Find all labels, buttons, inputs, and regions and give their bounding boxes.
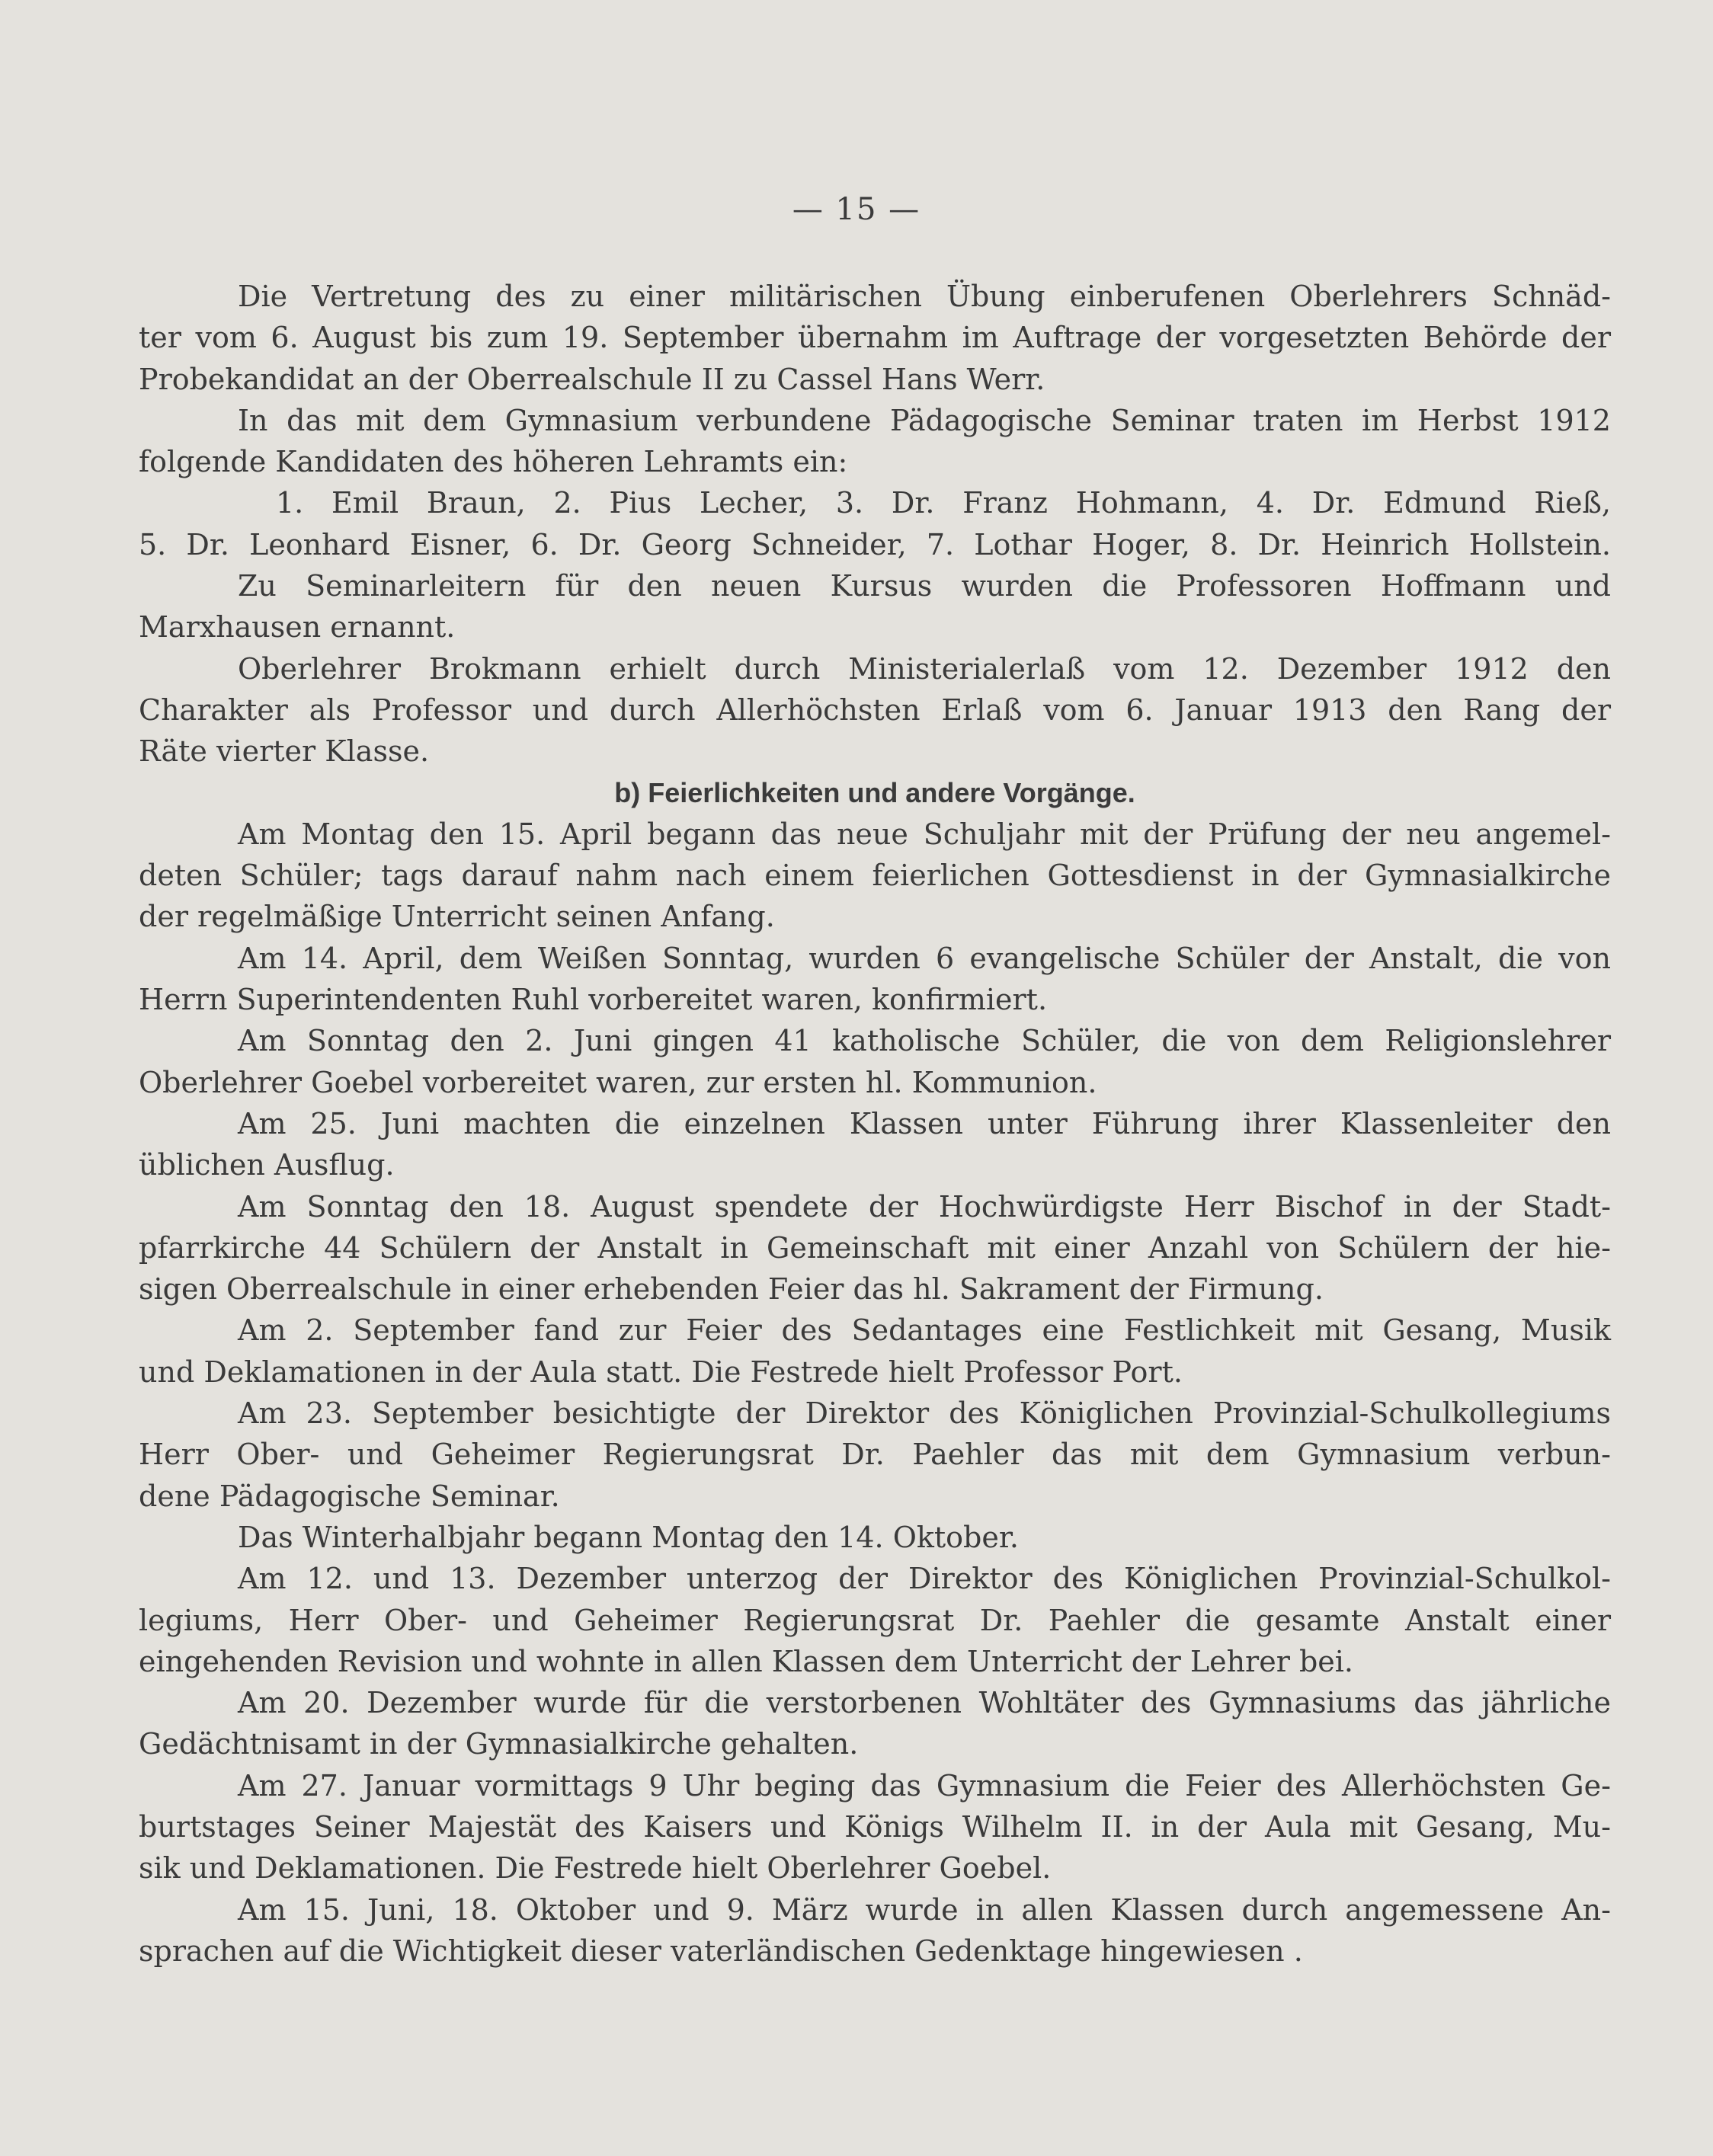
text-line: sik und Deklamationen. Die Festrede hielt Oberlehrer Goebel. bbox=[139, 1851, 1052, 1886]
text-line: deten Schüler; tags darauf nahm nach einem feierlichen Gottesdienst in der Gymnasialkirche bbox=[139, 859, 1611, 893]
text-line: In das mit dem Gymnasium verbundene Pädagogische Seminar traten im Herbst 1912 bbox=[238, 403, 1611, 437]
text-line: Probekandidat an der Oberrealschule II zu Cassel Hans Werr. bbox=[139, 362, 1045, 396]
text-line: Die Vertretung des zu einer militärischen Übung einberufenen Oberlehrers Schnäd- bbox=[238, 280, 1611, 313]
text-line: Oberlehrer Brokmann erhielt durch Ministerialerlaß vom 12. Dezember 1912 den bbox=[238, 651, 1611, 686]
page-number: — 15 — bbox=[792, 192, 921, 227]
text-line: der regelmäßige Unterricht seinen Anfang. bbox=[139, 900, 775, 934]
text-line: burtstages Seiner Majestät des Kaisers und Königs Wilhelm II. in der Aula mit Gesang, Mu- bbox=[139, 1809, 1611, 1844]
text-line: üblichen Ausflug. bbox=[139, 1148, 395, 1182]
text-line: legiums, Herr Ober- und Geheimer Regierungsrat Dr. Paehler die gesamte Anstalt einer bbox=[139, 1603, 1611, 1637]
text-line: pfarrkirche 44 Schülern der Anstalt in Gemeinschaft mit einer Anzahl von Schülern der hie- bbox=[139, 1230, 1611, 1265]
text-line: Am 15. Juni, 18. Oktober und 9. März wurde in allen Klassen durch angemessene An- bbox=[238, 1892, 1611, 1927]
list-line: 1. Emil Braun, 2. Pius Lecher, 3. Dr. Franz Hohmann, 4. Dr. Edmund Rieß, bbox=[276, 486, 1611, 520]
text-line: Zu Seminarleitern für den neuen Kursus wurden die Professoren Hoffmann und bbox=[238, 569, 1611, 603]
text-line: dene Pädagogische Seminar. bbox=[139, 1479, 560, 1513]
list-line: 5. Dr. Leonhard Eisner, 6. Dr. Georg Schneider, 7. Lothar Hoger, 8. Dr. Heinrich Hollstein. bbox=[139, 527, 1611, 561]
text-line: ter vom 6. August bis zum 19. September übernahm im Auftrage der vorgesetzten Behörde der bbox=[139, 321, 1611, 355]
text-line: eingehenden Revision und wohnte in allen Klassen dem Unterricht der Lehrer bei. bbox=[139, 1644, 1353, 1678]
text-line: Charakter als Professor und durch Allerhöchsten Erlaß vom 6. Januar 1913 den Rang der bbox=[139, 693, 1611, 727]
text-line: Am 27. Januar vormittags 9 Uhr beging das Gymnasium die Feier des Allerhöchsten Ge- bbox=[238, 1768, 1611, 1803]
text-line: Oberlehrer Goebel vorbereitet waren, zur ersten hl. Kommunion. bbox=[139, 1065, 1097, 1099]
text-line: folgende Kandidaten des höheren Lehramts ein: bbox=[139, 445, 848, 479]
text-line: Marxhausen ernannt. bbox=[139, 610, 456, 645]
text-line: Gedächtnisamt in der Gymnasialkirche gehalten. bbox=[139, 1727, 859, 1761]
text-line: Am Montag den 15. April begann das neue Schuljahr mit der Prüfung der neu angemel- bbox=[238, 817, 1611, 851]
text-line: Herrn Superintendenten Ruhl vorbereitet waren, konfirmiert. bbox=[139, 983, 1048, 1017]
text-line: und Deklamationen in der Aula statt. Die Festrede hielt Professor Port. bbox=[139, 1355, 1183, 1389]
text-line: Am 12. und 13. Dezember unterzog der Direktor des Königlichen Provinzial-Schulkol- bbox=[238, 1562, 1611, 1596]
section-heading: b) Feierlichkeiten und andere Vorgänge. bbox=[614, 776, 1135, 808]
text-line: Am 2. September fand zur Feier des Sedantages eine Festlichkeit mit Gesang, Musik bbox=[238, 1313, 1611, 1348]
text-line: Am 20. Dezember wurde für die verstorbenen Wohltäter des Gymnasiums das jährliche bbox=[238, 1686, 1611, 1720]
text-line: sigen Oberrealschule in einer erhebenden Feier das hl. Sakrament der Firmung. bbox=[139, 1272, 1324, 1307]
text-line: Räte vierter Klasse. bbox=[139, 734, 430, 769]
text-line: Herr Ober- und Geheimer Regierungsrat Dr. Paehler das mit dem Gymnasium verbun- bbox=[139, 1438, 1611, 1472]
text-line: Das Winterhalbjahr begann Montag den 14. Oktober. bbox=[238, 1520, 1019, 1554]
text-line: Am 23. September besichtigte der Direktor des Königlichen Provinzial-Schulkollegiums bbox=[238, 1396, 1611, 1431]
text-line: Am 25. Juni machten die einzelnen Klassen unter Führung ihrer Klassenleiter den bbox=[238, 1106, 1611, 1140]
text-line: Am Sonntag den 2. Juni gingen 41 katholische Schüler, die von dem Religionslehrer bbox=[238, 1024, 1611, 1058]
text-line: Am 14. April, dem Weißen Sonntag, wurden 6 evangelische Schüler der Anstalt, die von bbox=[238, 941, 1611, 975]
body-text bbox=[139, 276, 1611, 1972]
text-line: sprachen auf die Wichtigkeit dieser vaterländischen Gedenktage hingewiesen . bbox=[139, 1934, 1303, 1968]
text-line: Am Sonntag den 18. August spendete der Hochwürdigste Herr Bischof in der Stadt- bbox=[238, 1189, 1611, 1224]
